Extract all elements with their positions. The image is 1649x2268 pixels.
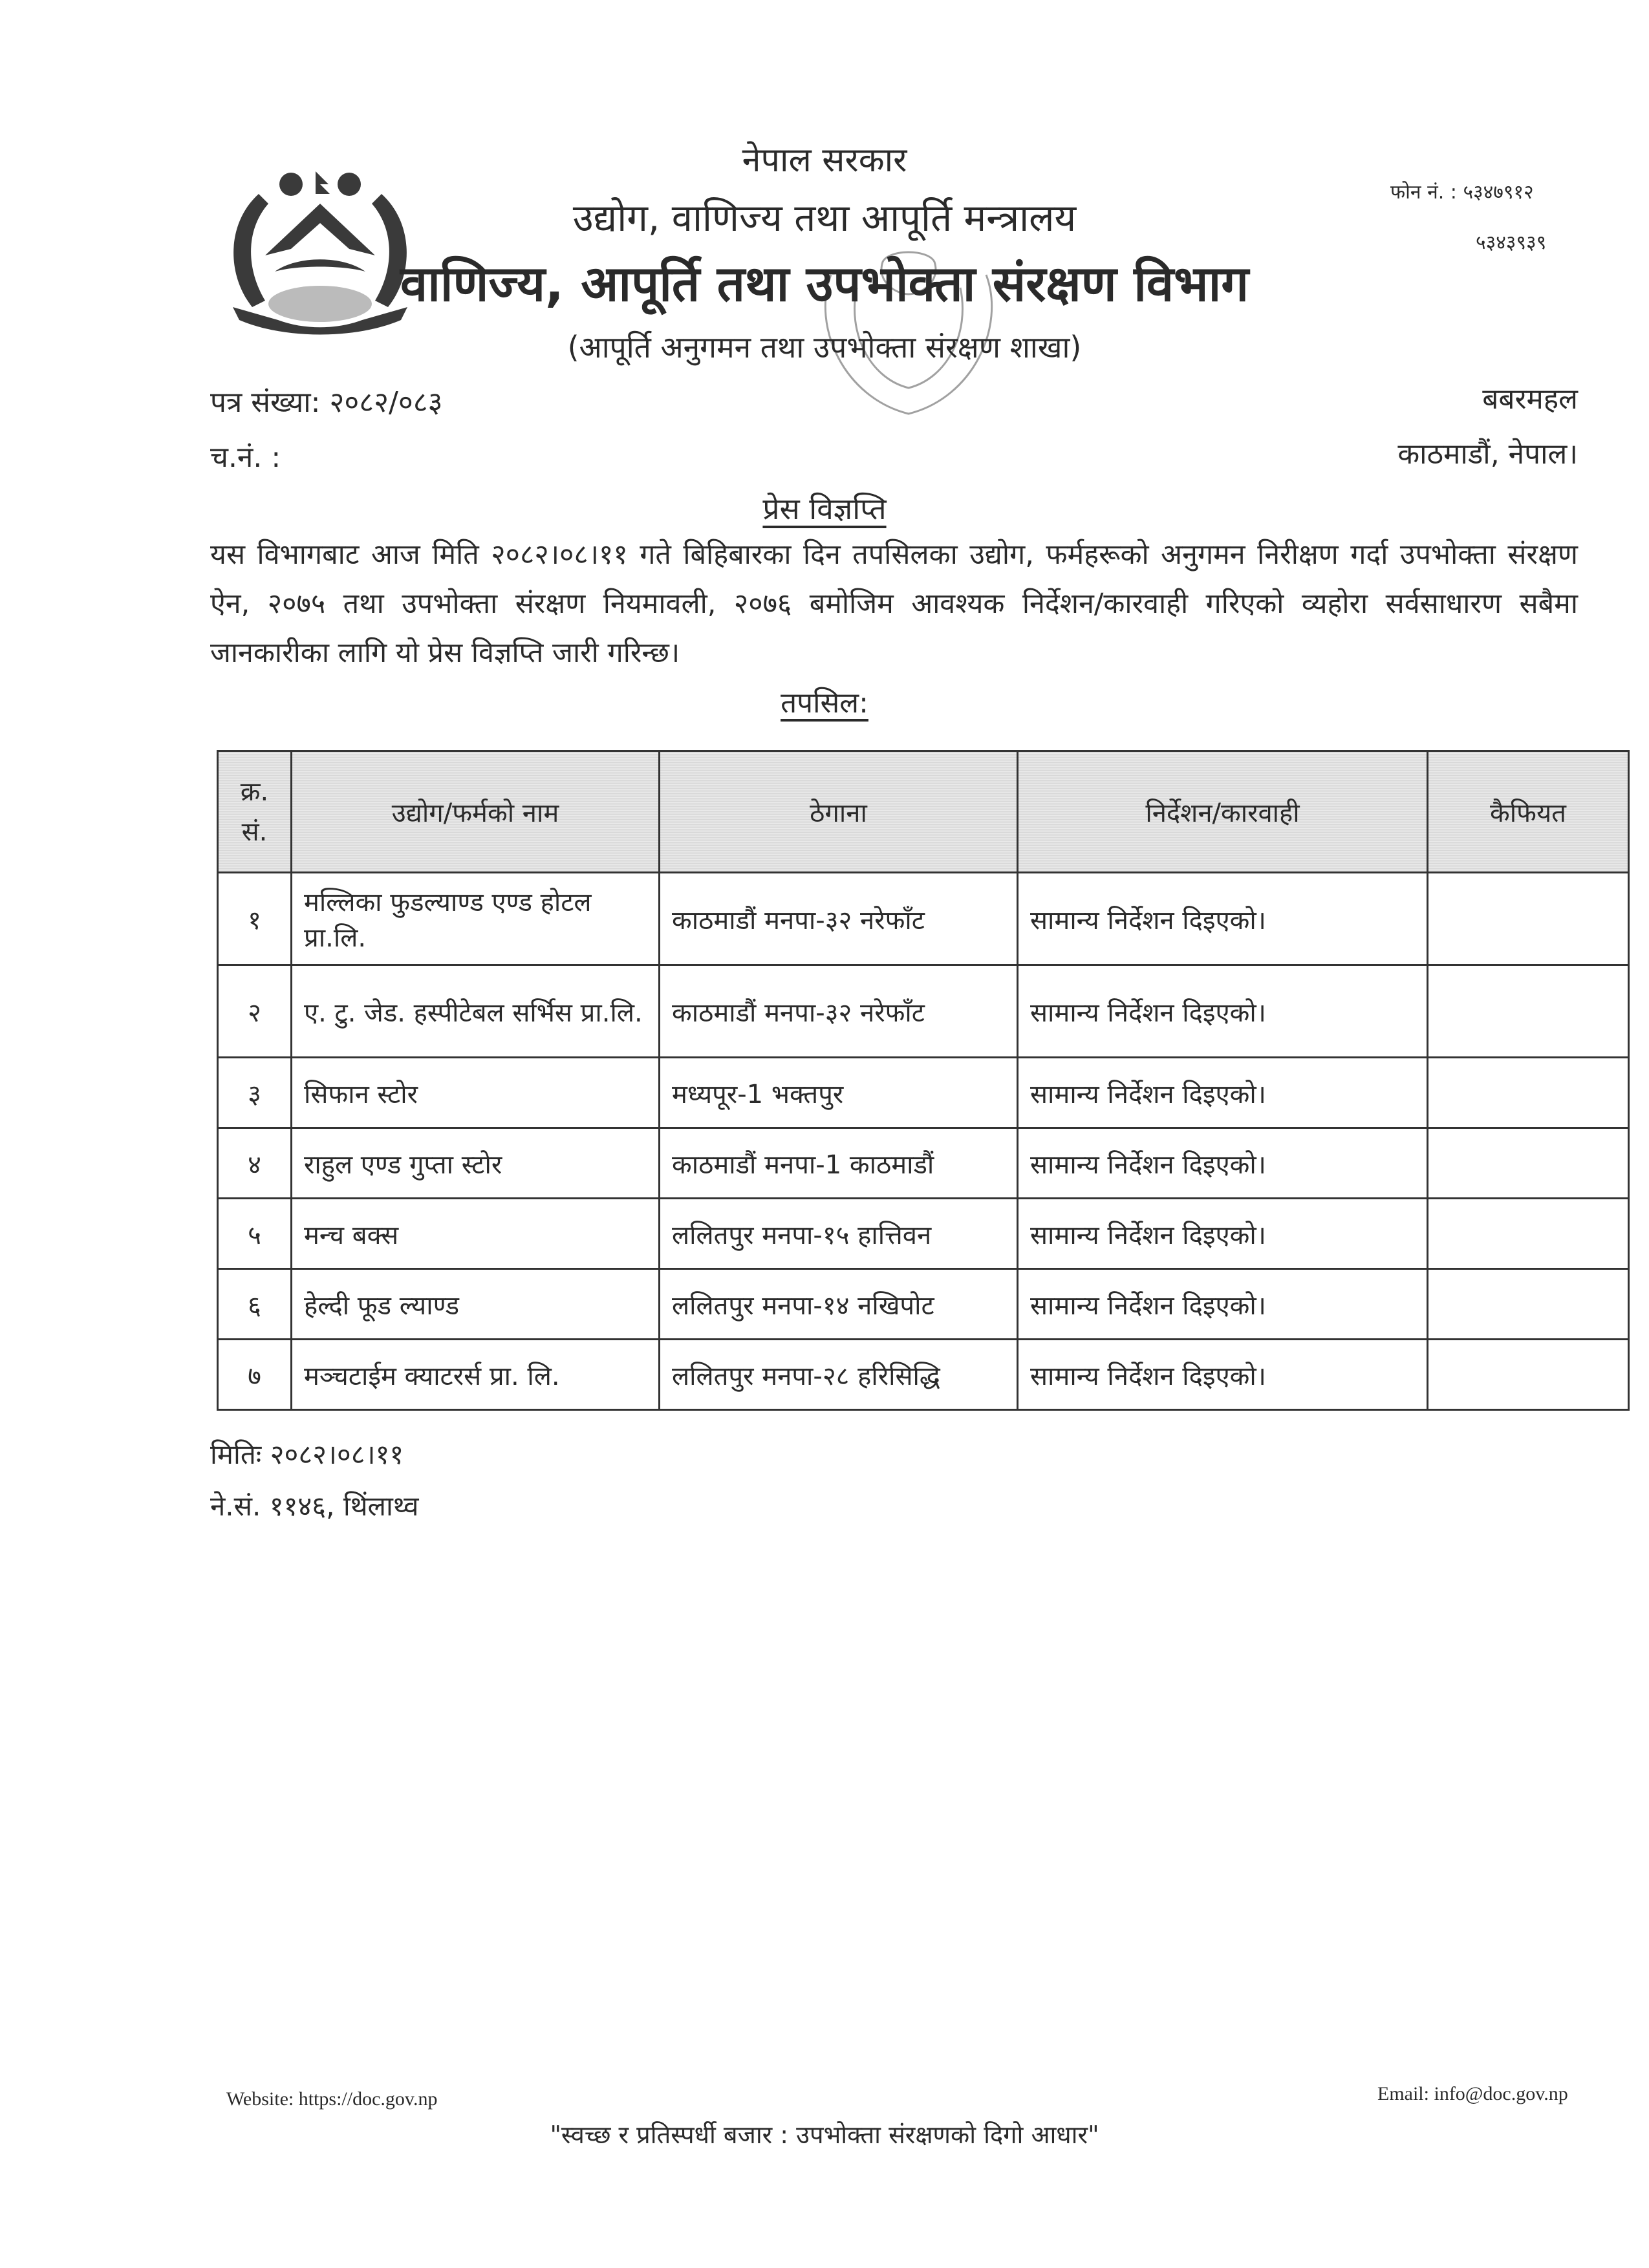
cell-action: सामान्य निर्देशन दिइएको।: [1018, 1058, 1428, 1128]
cell-serial-number: १: [218, 873, 292, 965]
department-name: वाणिज्य, आपूर्ति तथा उपभोक्ता संरक्षण विभाग: [400, 255, 1249, 312]
ministry-name: उद्योग, वाणिज्य तथा आपूर्ति मन्त्रालय: [572, 196, 1077, 240]
cell-firm-name: ए. टु. जेड. हस्पीटेबल सर्भिस प्रा.लि.: [292, 965, 660, 1058]
details-label-text: तपसिल:: [781, 687, 868, 720]
cell-firm-name: राहुल एण्ड गुप्ता स्टोर: [292, 1128, 660, 1199]
cell-serial-number: ३: [218, 1058, 292, 1128]
phone-number-1: फोन नं. : ५३४७९१२: [1390, 181, 1534, 204]
government-name: नेपाल सरकार: [742, 141, 907, 180]
table-row: [218, 1269, 1629, 1340]
cell-firm-name: मल्लिका फुडल्याण्ड एण्ड होटल प्रा.लि.: [292, 873, 660, 965]
table-row: [218, 965, 1629, 1058]
header-serial-number: [218, 751, 292, 873]
cell-remarks: [1428, 1128, 1629, 1199]
cell-remarks: [1428, 1058, 1629, 1128]
address-line-2: काठमाडौं, नेपाल।: [1397, 438, 1578, 471]
letter-number: पत्र संख्या: २०८२/०८३: [210, 386, 443, 419]
cell-address: काठमाडौं मनपा-1 काठमाडौं: [660, 1128, 1018, 1199]
footer-email[interactable]: Email: info@doc.gov.np: [1377, 2083, 1568, 2104]
cell-serial-number: ४: [218, 1128, 292, 1199]
notice-title-text: प्रेस विज्ञप्ति: [762, 491, 887, 526]
header-action: निर्देशन/कारवाही: [1018, 751, 1428, 873]
cell-action: सामान्य निर्देशन दिइएको।: [1018, 1199, 1428, 1269]
cell-action: सामान्य निर्देशन दिइएको।: [1018, 1128, 1428, 1199]
cell-action: सामान्य निर्देशन दिइएको।: [1018, 1340, 1428, 1410]
header-sn-line-1: क्र.: [240, 776, 269, 807]
address-line-1: बबरमहल: [1482, 383, 1578, 416]
table-header-row: [218, 751, 1629, 873]
cell-address: ललितपुर मनपा-१५ हात्तिवन: [660, 1199, 1018, 1269]
cell-action: सामान्य निर्देशन दिइएको।: [1018, 1269, 1428, 1340]
footer-motto: "स्वच्छ र प्रतिस्पर्धी बजार : उपभोक्ता संरक्षणको दिगो आधार": [550, 2121, 1099, 2149]
notice-body: यस विभागबाट आज मिति २०८२।०८।११ गते बिहिबारका दिन तपसिलका उद्योग, फर्महरूको अनुगमन निरीक्षण गर्दा उपभोक्ता संरक्षण ऐन, २०७५ तथा उपभोक्ता संरक्षण नियमावली, २०७६ बमोजिम आवश्यक निर्देशन/कारवाही गरिएको व्यहोरा सर्वसाधारण सबैमा जानकारीका लागि यो प्रेस विज्ञप्ति जारी गरिन्छ।: [210, 539, 1578, 669]
cell-address: काठमाडौं मनपा-३२ नरेफाँट: [660, 873, 1018, 965]
header-firm-name: उद्योग/फर्मको नाम: [292, 751, 660, 873]
cell-address: मध्यपूर-1 भक्तपुर: [660, 1058, 1018, 1128]
cell-address: काठमाडौं मनपा-३२ नरेफाँट: [660, 965, 1018, 1058]
table-row: [218, 873, 1629, 965]
nepal-samvat-date: ने.सं. ११४६, थिंलाथ्व: [210, 1490, 419, 1522]
cell-action: सामान्य निर्देशन दिइएको।: [1018, 873, 1428, 965]
table-row: [218, 1128, 1629, 1199]
cell-firm-name: मन्च बक्स: [292, 1199, 660, 1269]
cell-remarks: [1428, 873, 1629, 965]
phone-number-2: ५३४३९३९: [1476, 231, 1547, 254]
notice-title: [0, 488, 1649, 528]
cell-remarks: [1428, 965, 1629, 1058]
branch-name: (आपूर्ति अनुगमन तथा उपभोक्ता संरक्षण शाखा): [567, 330, 1082, 365]
header-sn-line-2: सं.: [241, 817, 268, 847]
dispatch-number: च.नं. :: [210, 441, 281, 474]
cell-serial-number: २: [218, 965, 292, 1058]
details-label: [0, 682, 1649, 721]
issue-date: मितिः २०८२।०८।११: [210, 1439, 404, 1470]
header-address: ठेगाना: [660, 751, 1018, 873]
cell-firm-name: मञ्चटाईम क्याटरर्स प्रा. लि.: [292, 1340, 660, 1410]
cell-serial-number: ५: [218, 1199, 292, 1269]
cell-remarks: [1428, 1199, 1629, 1269]
cell-serial-number: ७: [218, 1340, 292, 1410]
cell-serial-number: ६: [218, 1269, 292, 1340]
footer-website[interactable]: Website: https://doc.gov.np: [226, 2088, 438, 2110]
cell-address: ललितपुर मनपा-२८ हरिसिद्धि: [660, 1340, 1018, 1410]
cell-firm-name: हेल्दी फूड ल्याण्ड: [292, 1269, 660, 1340]
cell-remarks: [1428, 1269, 1629, 1340]
cell-firm-name: सिफान स्टोर: [292, 1058, 660, 1128]
table-row: [218, 1340, 1629, 1410]
cell-remarks: [1428, 1340, 1629, 1410]
cell-action: सामान्य निर्देशन दिइएको।: [1018, 965, 1428, 1058]
header-remarks: कैफियत: [1428, 751, 1629, 873]
table-row: [218, 1199, 1629, 1269]
table-row: [218, 1058, 1629, 1128]
cell-address: ललितपुर मनपा-१४ नखिपोट: [660, 1269, 1018, 1340]
inspection-table: [217, 750, 1630, 1411]
